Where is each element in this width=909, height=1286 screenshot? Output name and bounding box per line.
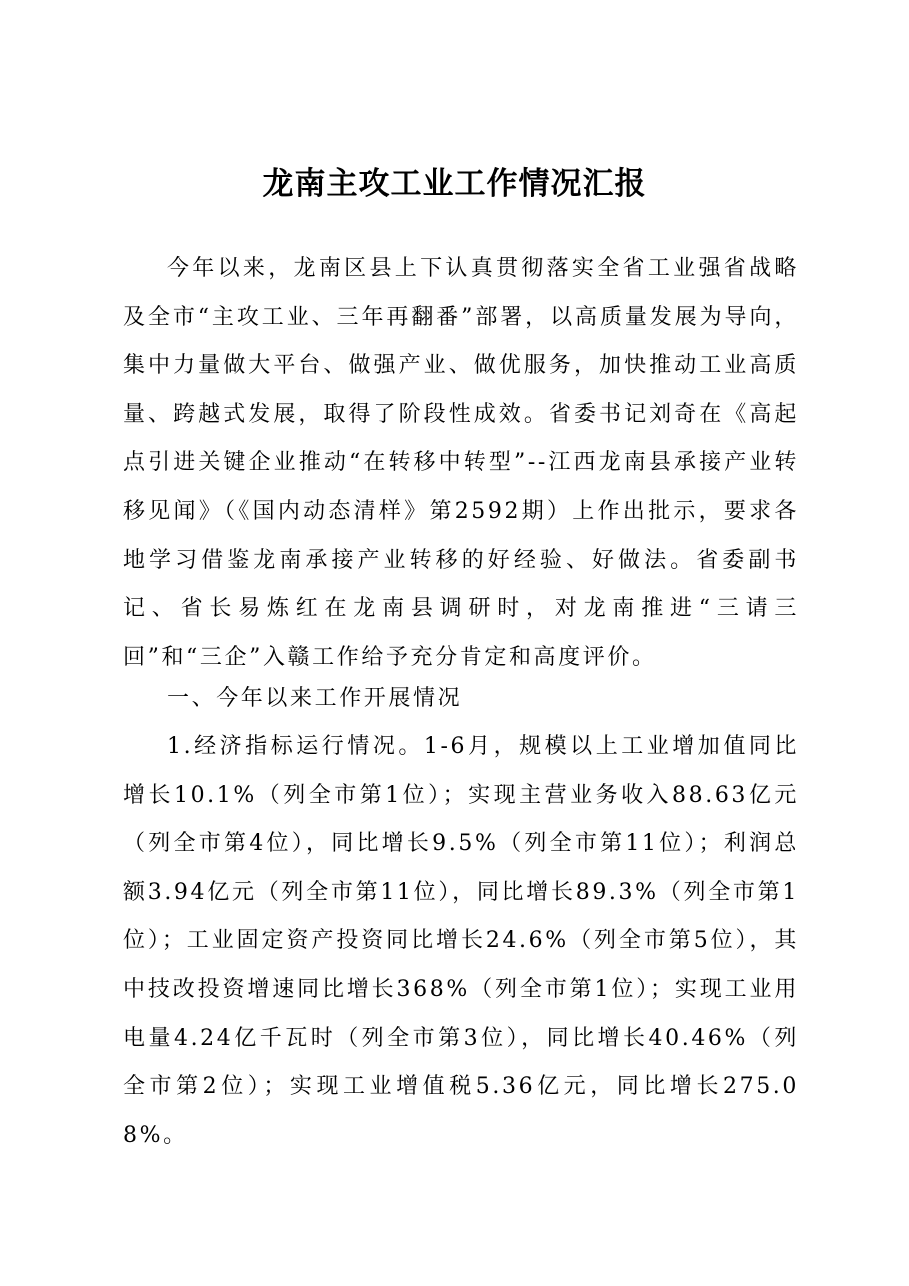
section-heading-block [123, 675, 799, 724]
section-heading: 一、今年以来工作开展情况 [167, 686, 463, 711]
body-paragraph-intro [123, 245, 799, 682]
paragraph-text: 今年以来，龙南区县上下认真贯彻落实全省工业强省战略及全市“主攻工业、三年再翻番”部署，以高质量发展为导向，集中力量做大平台、做强产业、做优服务，加快推动工业高质量、跨越式发展，取得了阶段性成效。省委书记刘奇在《高起点引进关键企业推动“在转移中转型”--江西龙南县承接产业转移见闻》（《国内动态清样》第2592期）上作出批示，要求各地学习借鉴龙南承接产业转移的好经验、好做法。省委副书记、省长易炼红在龙南县调研时，对龙南推进“三请三回”和“三企”入赣工作给予充分肯定和高度评价。 [123, 256, 799, 670]
paragraph-text: 1.经济指标运行情况。1-6月，规模以上工业增加值同比增长10.1%（列全市第1位）；实现主营业务收入88.63亿元（列全市第4位），同比增长9.5%（列全市第11位）；利润总额3.94亿元（列全市第11位），同比增长89.3%（列全市第1位）；工业固定资产投资同比增长24.6%（列全市第5位），其中技改投资增速同比增长368%（列全市第1位）；实现工业用电量4.24亿千瓦时（列全市第3位），同比增长40.46%（列全市第2位）；实现工业增值税5.36亿元，同比增长275.08%。 [123, 734, 799, 1148]
document-title: 龙南主攻工业工作情况汇报 [262, 166, 647, 202]
body-paragraph-indicators [123, 723, 799, 1160]
